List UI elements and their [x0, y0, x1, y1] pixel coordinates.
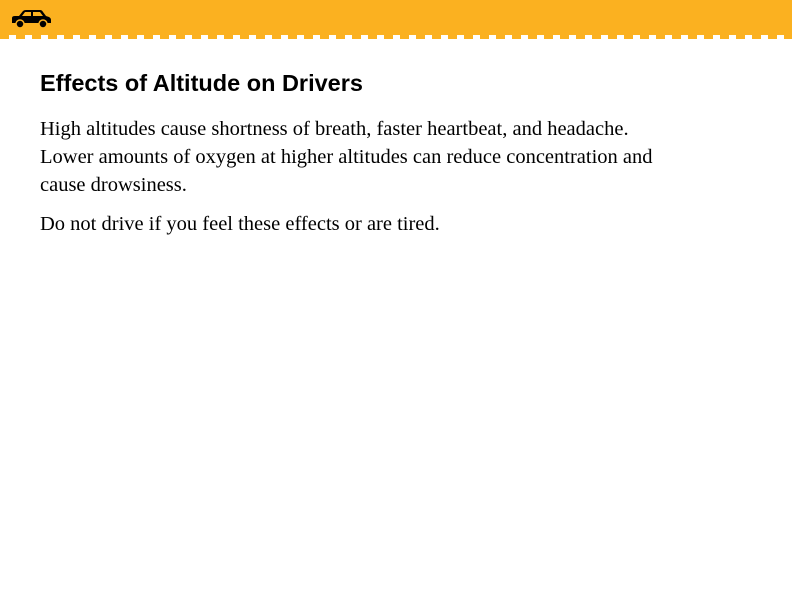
header-dashed-edge [0, 35, 792, 39]
car-icon [10, 9, 52, 29]
slide-title: Effects of Altitude on Drivers [40, 70, 363, 96]
body-paragraph-2: Do not drive if you feel these effects or are tired. [40, 213, 440, 235]
body-paragraph-1: High altitudes cause shortness of breath, faster heartbeat, and headache. Lower amounts of oxygen at higher altitudes can reduce concentration and cause drowsiness. [40, 118, 653, 196]
header-band [0, 0, 792, 36]
